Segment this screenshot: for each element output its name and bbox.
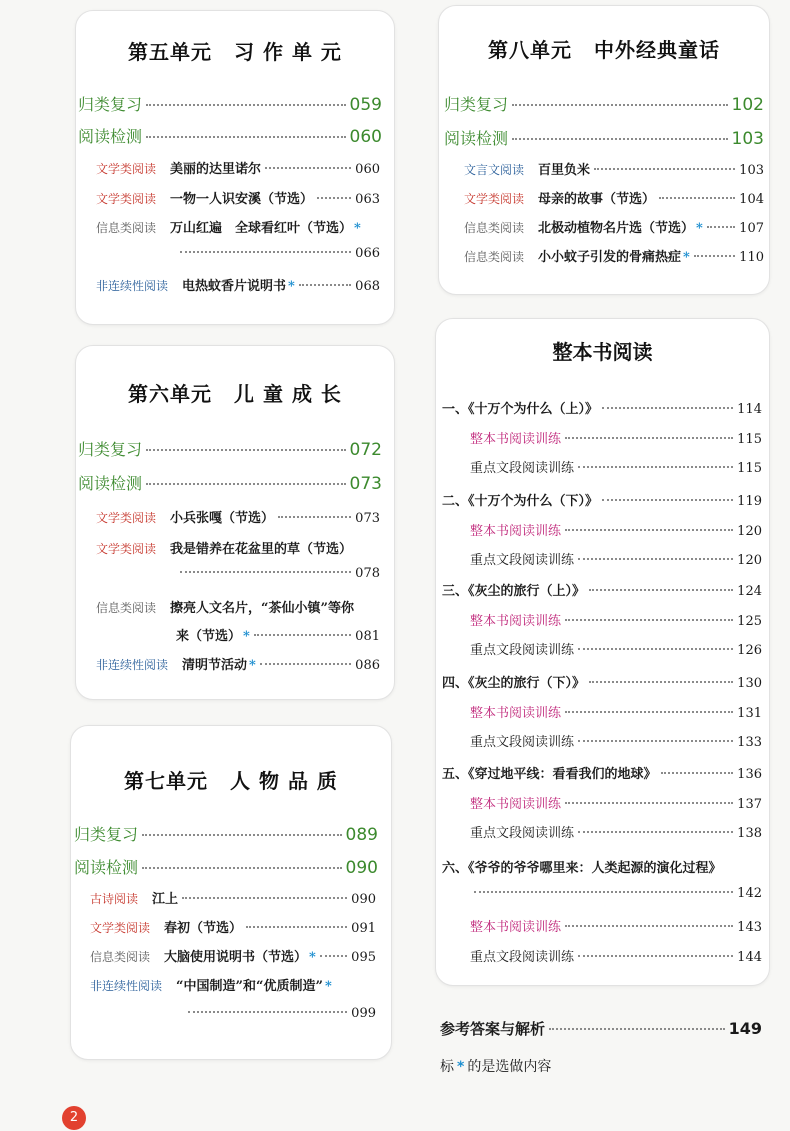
optional-star-icon: *	[354, 221, 361, 236]
item-title: 美丽的达里诺尔	[170, 162, 262, 177]
book-head-row[interactable]	[442, 857, 762, 876]
page-number: 136	[737, 767, 762, 782]
optional-note: 标 * 的是选做内容	[440, 1059, 552, 1075]
unit5-item-4[interactable]	[96, 275, 380, 294]
train-label: 整本书阅读训练	[470, 432, 562, 447]
book-head-page	[470, 886, 762, 901]
test-label: 阅读检测	[74, 858, 139, 877]
unit5-test-row[interactable]	[78, 124, 382, 147]
train-label: 整本书阅读训练	[470, 797, 562, 812]
book-focus-row[interactable]	[470, 549, 762, 568]
book-head-row[interactable]	[442, 763, 762, 782]
category-label: 文学类阅读	[90, 921, 151, 935]
page-number: 060	[355, 162, 380, 177]
page-number: 102	[731, 95, 764, 115]
item-title: 江上	[152, 892, 179, 907]
category-label: 信息类阅读	[90, 950, 151, 964]
page-number: 143	[737, 920, 762, 935]
category-label: 文学类阅读	[96, 511, 157, 525]
page-number: 131	[737, 706, 762, 721]
page-number: 068	[355, 279, 380, 294]
optional-star-icon: *	[249, 658, 256, 673]
page-number: 107	[739, 221, 764, 236]
book-title: 六、《爷爷的爷爷哪里来：人类起源的演化过程》	[442, 861, 722, 876]
unit6-test-row[interactable]	[78, 471, 382, 494]
page-number: 086	[355, 658, 380, 673]
book-train-row[interactable]	[470, 793, 762, 812]
item-title: 北极动植物名片选（节选）	[538, 221, 695, 236]
page-number: 099	[351, 1006, 376, 1021]
answers-row[interactable]	[440, 1018, 762, 1039]
unit6-review-row[interactable]	[78, 437, 382, 460]
focus-label: 重点文段阅读训练	[470, 950, 575, 965]
page-number: 130	[737, 676, 762, 691]
unit7-title: 第七单元 人 物 品 质	[124, 769, 338, 793]
category-label: 文学类阅读	[96, 162, 157, 176]
item-title: “中国制造”和“优质制造”	[176, 979, 323, 994]
item-title: 春初（节选）	[164, 921, 243, 936]
page-number: 073	[349, 474, 382, 494]
optional-star-icon: *	[243, 629, 250, 644]
page-number: 138	[737, 826, 762, 841]
book-title: 三、《灰尘的旅行（上）》	[442, 584, 586, 599]
unit7-item-4[interactable]	[90, 975, 376, 994]
book-train-row[interactable]	[470, 610, 762, 629]
unit8-item-4[interactable]	[464, 246, 764, 265]
unit7-item-2[interactable]	[90, 917, 376, 936]
page-number: 090	[351, 892, 376, 907]
optional-star-icon: *	[457, 1059, 465, 1075]
book-head-row[interactable]	[442, 398, 762, 417]
book-train-row[interactable]	[470, 428, 762, 447]
page-number: 078	[355, 566, 380, 581]
unit6-title: 第六单元 儿 童 成 长	[128, 382, 342, 406]
page-number: 144	[737, 950, 762, 965]
page-number: 104	[739, 192, 764, 207]
page-number: 089	[345, 825, 378, 845]
item-title: 一物一人识安溪（节选）	[170, 192, 314, 207]
unit5-item-3-page	[176, 246, 380, 261]
page-number: 119	[737, 494, 762, 509]
book-title: 五、《穿过地平线：看看我们的地球》	[442, 767, 657, 782]
test-label: 阅读检测	[444, 129, 509, 148]
category-label: 文学类阅读	[96, 542, 157, 556]
unit7-item-1[interactable]	[90, 888, 376, 907]
unit6-item-2-page	[176, 566, 380, 581]
page-number: 126	[737, 643, 762, 658]
book-train-row[interactable]	[470, 916, 762, 935]
page-number: 090	[345, 858, 378, 878]
page-number: 124	[737, 584, 762, 599]
category-label: 古诗阅读	[90, 892, 139, 906]
unit7-review-row[interactable]	[74, 822, 378, 845]
category-label: 信息类阅读	[96, 221, 157, 235]
train-label: 整本书阅读训练	[470, 706, 562, 721]
item-title: 小兵张嘎（节选）	[170, 511, 275, 526]
unit8-title: 第八单元 中外经典童话	[488, 38, 720, 62]
book-focus-row[interactable]	[470, 639, 762, 658]
item-title: 大脑使用说明书（节选）	[164, 950, 308, 965]
unit6-item-3-line2	[176, 625, 380, 644]
item-title: 小小蚊子引发的骨痛热症	[538, 250, 682, 265]
page-number: 063	[355, 192, 380, 207]
page-number: 115	[737, 432, 762, 447]
page-number-badge: 2	[62, 1106, 86, 1130]
focus-label: 重点文段阅读训练	[470, 461, 575, 476]
book-train-row[interactable]	[470, 520, 762, 539]
book-head-row[interactable]	[442, 490, 762, 509]
train-label: 整本书阅读训练	[470, 920, 562, 935]
page-number: 125	[737, 614, 762, 629]
optional-star-icon: *	[309, 950, 316, 965]
book-focus-row[interactable]	[470, 457, 762, 476]
category-label: 文言文阅读	[464, 163, 525, 177]
page-number: 060	[349, 127, 382, 147]
unit5-title: 第五单元 习 作 单 元	[128, 40, 342, 64]
review-label: 归类复习	[444, 95, 509, 114]
item-title: 我是错养在花盆里的草（节选）	[170, 542, 353, 557]
item-title: 来（节选）	[176, 629, 242, 644]
unit6-item-3[interactable]	[96, 597, 380, 616]
book-focus-row[interactable]	[470, 731, 762, 750]
whole-book-title: 整本书阅读	[552, 340, 653, 364]
test-label: 阅读检测	[78, 474, 143, 493]
unit8-item-2[interactable]	[464, 188, 764, 207]
answers-label: 参考答案与解析	[440, 1020, 546, 1038]
book-title: 一、《十万个为什么（上）》	[442, 402, 599, 417]
review-label: 归类复习	[74, 825, 139, 844]
item-title: 母亲的故事（节选）	[538, 192, 656, 207]
optional-star-icon: *	[683, 250, 690, 265]
unit6-item-2[interactable]	[96, 538, 380, 557]
book-train-row[interactable]	[470, 702, 762, 721]
unit6-item-4[interactable]	[96, 654, 380, 673]
unit8-review-row[interactable]	[444, 92, 764, 115]
unit5-item-1[interactable]	[96, 158, 380, 177]
page-number: 103	[731, 129, 764, 149]
book-focus-row[interactable]	[470, 822, 762, 841]
item-title: 万山红遍 全球看红叶（节选）	[170, 221, 353, 236]
unit8-test-row[interactable]	[444, 126, 764, 149]
category-label: 信息类阅读	[464, 250, 525, 264]
train-label: 整本书阅读训练	[470, 614, 562, 629]
page-number: 073	[355, 511, 380, 526]
page-number: 066	[355, 246, 380, 261]
book-title: 二、《十万个为什么（下）》	[442, 494, 599, 509]
unit7-item-4-page	[184, 1006, 376, 1021]
page-number: 137	[737, 797, 762, 812]
book-head-row[interactable]	[442, 672, 762, 691]
item-title: 电热蚊香片说明书	[182, 279, 287, 294]
category-label: 文学类阅读	[464, 192, 525, 206]
unit6-item-1[interactable]	[96, 507, 380, 526]
unit5-item-2[interactable]	[96, 188, 380, 207]
focus-label: 重点文段阅读训练	[470, 553, 575, 568]
category-label: 信息类阅读	[464, 221, 525, 235]
page-number: 142	[737, 886, 762, 901]
answers-page: 149	[728, 1019, 762, 1038]
page-number: 081	[355, 629, 380, 644]
unit8-item-3[interactable]	[464, 217, 764, 236]
unit7-test-row[interactable]	[74, 855, 378, 878]
optional-star-icon: *	[324, 979, 332, 994]
train-label: 整本书阅读训练	[470, 524, 562, 539]
page-number: 114	[737, 402, 762, 417]
test-label: 阅读检测	[78, 127, 143, 146]
page-number: 072	[349, 440, 382, 460]
category-label: 非连续性阅读	[96, 279, 169, 293]
optional-star-icon: *	[696, 221, 703, 236]
category-label: 非连续性阅读	[96, 658, 169, 672]
review-label: 归类复习	[78, 95, 143, 114]
page-number: 133	[737, 735, 762, 750]
focus-label: 重点文段阅读训练	[470, 735, 575, 750]
page-number: 091	[351, 921, 376, 936]
page-number: 120	[737, 553, 762, 568]
book-head-row[interactable]	[442, 580, 762, 599]
book-title: 四、《灰尘的旅行（下）》	[442, 676, 586, 691]
unit5-item-3[interactable]	[96, 217, 380, 236]
unit5-review-row[interactable]	[78, 92, 382, 115]
page-number: 110	[739, 250, 764, 265]
unit7-item-3[interactable]	[90, 946, 376, 965]
category-label: 非连续性阅读	[90, 979, 163, 993]
book-focus-row[interactable]	[470, 946, 762, 965]
page-number: 120	[737, 524, 762, 539]
unit8-item-1[interactable]	[464, 159, 764, 178]
category-label: 信息类阅读	[96, 601, 157, 615]
page-number: 115	[737, 461, 762, 476]
review-label: 归类复习	[78, 440, 143, 459]
item-title: 擦亮人文名片，“茶仙小镇”等你	[170, 601, 354, 616]
focus-label: 重点文段阅读训练	[470, 643, 575, 658]
page-number: 095	[351, 950, 376, 965]
page-number: 103	[739, 163, 764, 178]
category-label: 文学类阅读	[96, 192, 157, 206]
focus-label: 重点文段阅读训练	[470, 826, 575, 841]
optional-star-icon: *	[288, 279, 295, 294]
item-title: 百里负米	[538, 163, 591, 178]
item-title: 清明节活动	[182, 658, 248, 673]
page-number: 059	[349, 95, 382, 115]
